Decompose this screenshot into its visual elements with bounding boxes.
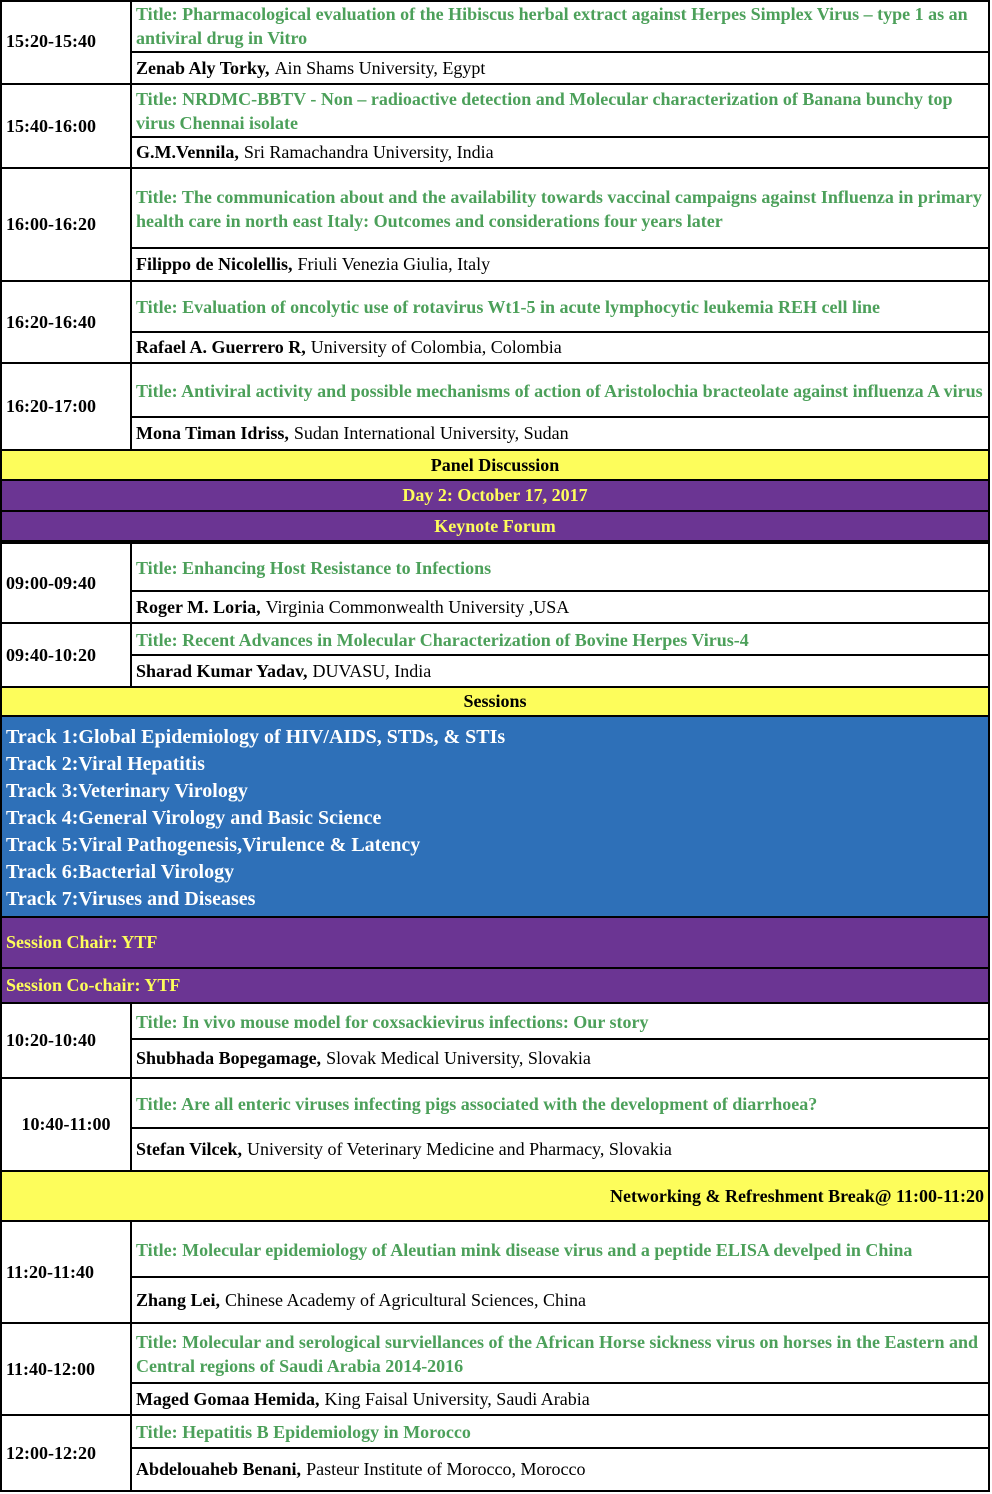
talk-title: Title: Hepatitis B Epidemiology in Morocco (132, 1416, 990, 1449)
speaker-cell (132, 53, 990, 85)
talk-title: Title: The communication about and the availability towards vaccinal campaigns against Influenza in primary health care in north east Italy: Outcomes and considerations four years later (132, 169, 990, 249)
table-row (0, 624, 990, 688)
speaker-name: G.M.Vennila, (136, 142, 239, 162)
speaker-affiliation: Chinese Academy of Agricultural Sciences, China (225, 1289, 586, 1310)
speaker-name: Sharad Kumar Yadav, (136, 660, 308, 681)
time-cell: 10:40-11:00 (0, 1079, 132, 1172)
speaker-name: Shubhada Bopegamage, (136, 1048, 322, 1068)
tracks-list (0, 717, 990, 918)
time-cell: 16:00-16:20 (0, 169, 132, 282)
talk-title: Title: Enhancing Host Resistance to Infections (132, 542, 990, 592)
time-cell: 16:20-16:40 (0, 282, 132, 364)
session-co-chair: Session Co-chair: YTF (0, 969, 990, 1004)
track-item: Track 3:Veterinary Virology (6, 780, 248, 802)
talk-title: Title: Molecular and serological surviellances of the African Horse sickness virus on horses in the Eastern and Central regions of Saudi Arabia 2014-2016 (132, 1324, 990, 1384)
speaker-affiliation: Virginia Commonwealth University ,USA (265, 596, 570, 617)
speaker-name: Filippo de Nicolellis, (136, 254, 293, 274)
speaker-name: Stefan Vilcek, (136, 1139, 242, 1159)
speaker-cell (132, 656, 990, 688)
day-heading: Day 2: October 17, 2017 (0, 481, 990, 512)
talk-title: Title: Antiviral activity and possible mechanisms of action of Aristolochia bracteolate against influenza A virus (132, 364, 990, 418)
talk-title: Title: Molecular epidemiology of Aleutian mink disease virus and a peptide ELISA develped in China (132, 1222, 990, 1278)
talk-title: Title: Evaluation of oncolytic use of rotavirus Wt1-5 in acute lymphocytic leukemia REH cell line (132, 282, 990, 333)
speaker-affiliation: Pasteur Institute of Morocco, Morocco (306, 1459, 586, 1479)
speaker-cell (132, 1129, 990, 1172)
speaker-name: Roger M. Loria, (136, 596, 261, 617)
track-item: Track 4:General Virology and Basic Science (6, 807, 382, 829)
table-row (0, 0, 990, 85)
speaker-cell (132, 1384, 990, 1416)
track-item: Track 7:Viruses and Diseases (6, 888, 256, 910)
speaker-cell (132, 1278, 990, 1324)
talk-title: Title: Recent Advances in Molecular Characterization of Bovine Herpes Virus-4 (132, 624, 990, 656)
table-row (0, 1079, 990, 1172)
speaker-name: Maged Gomaa Hemida, (136, 1388, 320, 1409)
speaker-affiliation: Ain Shams University, Egypt (274, 57, 486, 78)
speaker-name: Rafael A. Guerrero R, (136, 337, 306, 357)
speaker-affiliation: Sri Ramachandra University, India (243, 142, 494, 162)
time-cell: 09:00-09:40 (0, 542, 132, 624)
session-chair: Session Chair: YTF (0, 918, 990, 969)
speaker-name: Zenab Aly Torky, (136, 57, 270, 78)
speaker-name: Abdelouaheb Benani, (136, 1459, 302, 1479)
speaker-affiliation: DUVASU, India (312, 660, 432, 681)
time-cell: 11:20-11:40 (0, 1222, 132, 1324)
track-item: Track 2:Viral Hepatitis (6, 753, 205, 775)
time-cell: 09:40-10:20 (0, 624, 132, 688)
speaker-cell (132, 1040, 990, 1079)
table-row (0, 1004, 990, 1079)
table-row (0, 542, 990, 624)
talk-title: Title: In vivo mouse model for coxsackievirus infections: Our story (132, 1004, 990, 1040)
speaker-affiliation: King Faisal University, Saudi Arabia (324, 1388, 590, 1409)
time-cell: 11:40-12:00 (0, 1324, 132, 1416)
panel-discussion-band: Panel Discussion (0, 451, 990, 481)
speaker-cell (132, 249, 990, 282)
talk-title: Title: Pharmacological evaluation of the Hibiscus herbal extract against Herpes Simplex Virus – type 1 as an antiviral drug in Vitro (132, 0, 990, 53)
speaker-cell (132, 333, 990, 364)
table-row (0, 364, 990, 451)
time-cell: 16:20-17:00 (0, 364, 132, 451)
table-row (0, 85, 990, 169)
table-row (0, 1222, 990, 1324)
speaker-cell (132, 138, 990, 169)
speaker-affiliation: University of Veterinary Medicine and Pharmacy, Slovakia (247, 1139, 672, 1159)
speaker-affiliation: Sudan International University, Sudan (293, 423, 569, 443)
speaker-affiliation: Friuli Venezia Giulia, Italy (297, 254, 491, 274)
time-cell: 12:00-12:20 (0, 1416, 132, 1492)
speaker-affiliation: Slovak Medical University, Slovakia (326, 1048, 591, 1068)
speaker-cell (132, 418, 990, 451)
talk-title: Title: Are all enteric viruses infecting pigs associated with the development of diarrhoea? (132, 1079, 990, 1129)
sessions-band: Sessions (0, 688, 990, 717)
time-cell: 10:20-10:40 (0, 1004, 132, 1079)
table-row (0, 282, 990, 364)
break-band: Networking & Refreshment Break@ 11:00-11:20 (0, 1172, 990, 1222)
table-row (0, 169, 990, 282)
speaker-cell (132, 1449, 990, 1492)
table-row (0, 1416, 990, 1492)
time-cell: 15:20-15:40 (0, 0, 132, 85)
keynote-heading: Keynote Forum (0, 512, 990, 542)
speaker-name: Mona Timan Idriss, (136, 423, 289, 443)
track-item: Track 6:Bacterial Virology (6, 861, 235, 883)
speaker-name: Zhang Lei, (136, 1289, 221, 1310)
track-item: Track 1:Global Epidemiology of HIV/AIDS, STDs, & STIs (6, 726, 506, 748)
speaker-affiliation: University of Colombia, Colombia (310, 337, 562, 357)
table-row (0, 1324, 990, 1416)
track-item: Track 5:Viral Pathogenesis,Virulence & Latency (6, 834, 421, 856)
speaker-cell (132, 592, 990, 624)
talk-title: Title: NRDMC-BBTV - Non – radioactive detection and Molecular characterization of Banana bunchy top virus Chennai isolate (132, 85, 990, 138)
time-cell: 15:40-16:00 (0, 85, 132, 169)
